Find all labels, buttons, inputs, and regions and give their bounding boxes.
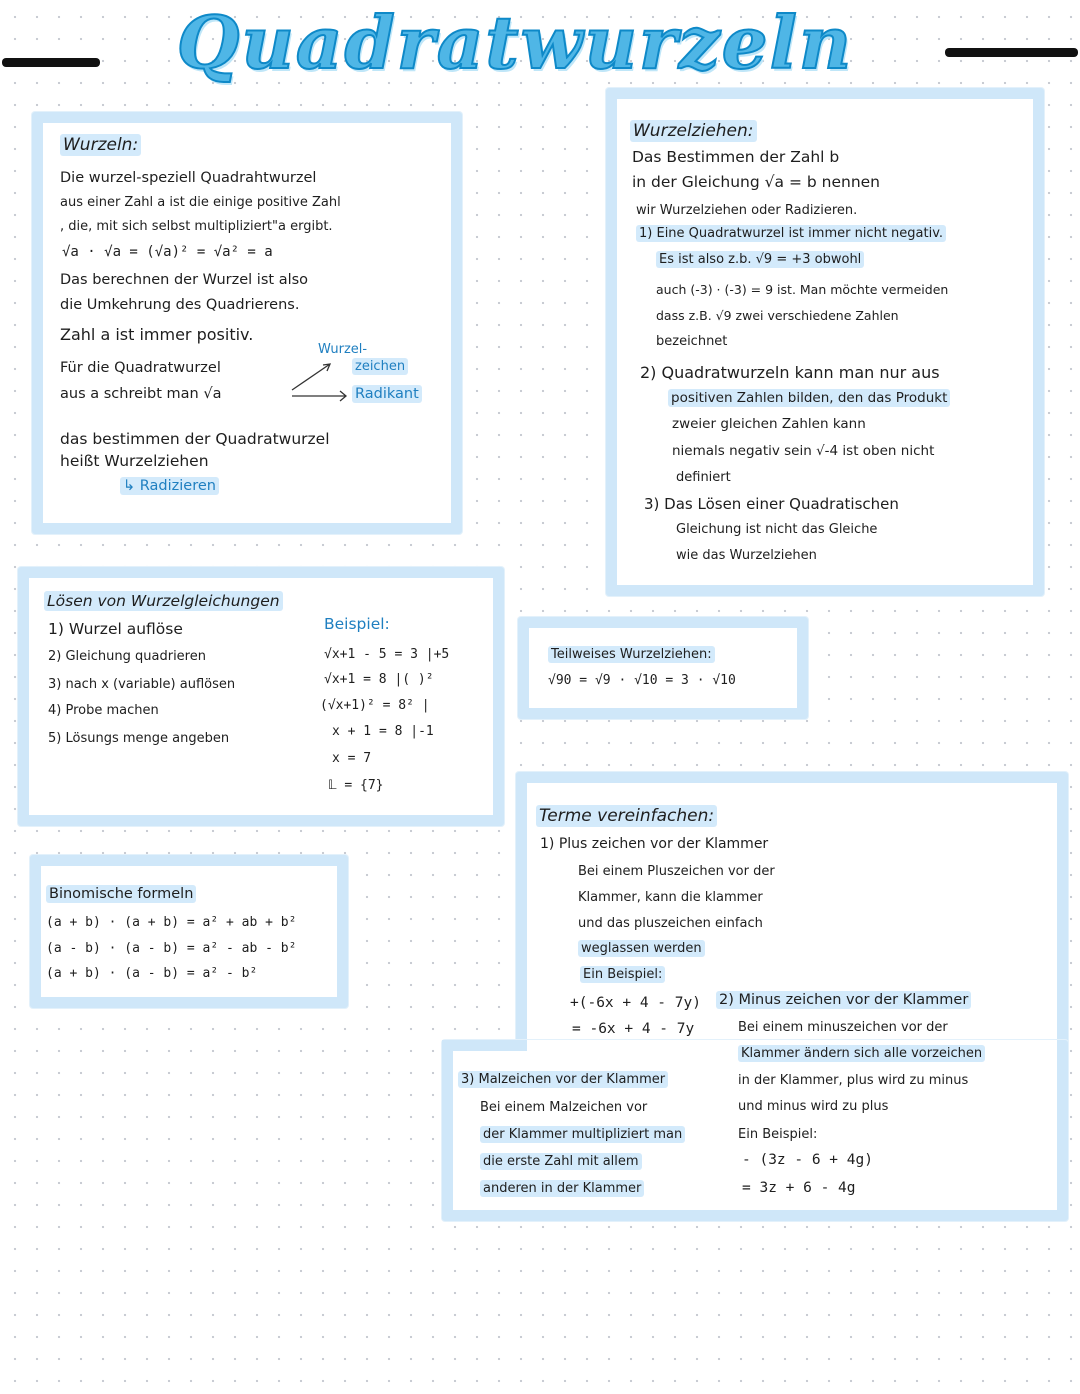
wurzelzeichen-label-2: zeichen (352, 359, 408, 374)
terme-t1-line-4: weglassen werden (578, 941, 705, 956)
wurzeln-formula: √a · √a = (√a)² = √a² = a (62, 244, 273, 260)
wurzeln-line-2: aus einer Zahl a ist die einige positive Zahl (60, 195, 341, 210)
loesen-step-4: 4) Probe machen (48, 703, 159, 718)
terme-t3-line-4: anderen in der Klammer (480, 1181, 644, 1196)
wurzeln-line-3: , die, mit sich selbst multipliziert"a ergibt. (60, 219, 333, 234)
wurzeln-line-7: Für die Quadratwurzel (60, 360, 221, 376)
wurzelziehen-p3-line-3: wie das Wurzelziehen (676, 548, 817, 563)
terme-t3-line-2: der Klammer multipliziert man (480, 1127, 685, 1142)
terme-t2-example-2: = 3z + 6 - 4g (742, 1180, 856, 1196)
loesen-step-1: 1) Wurzel auflöse (48, 620, 183, 638)
wurzelziehen-line-3: wir Wurzelziehen oder Radizieren. (636, 203, 858, 218)
binomisch-formula-1: (a + b) · (a + b) = a² + ab + b² (46, 915, 297, 930)
wurzelziehen-p1-line-5: bezeichnet (656, 334, 728, 349)
terme-t1-line-2: Klammer, kann die klammer (578, 890, 763, 905)
wurzeln-heading: Wurzeln: (60, 135, 141, 155)
card-teilweises (518, 617, 808, 719)
wurzelziehen-line-2: in der Gleichung √a = b nennen (632, 173, 880, 191)
wurzeln-line-1: Die wurzel-speziell Quadrahtwurzel (60, 170, 317, 186)
wurzelziehen-p2-line-2: positiven Zahlen bilden, den das Produkt (668, 390, 950, 406)
wurzelziehen-p3-line-1: 3) Das Lösen einer Quadratischen (644, 495, 899, 513)
beispiel-label: Beispiel: (324, 615, 390, 633)
wurzelziehen-p2-line-3: zweier gleichen Zahlen kann (672, 416, 866, 432)
terme-t1-beispiel: Ein Beispiel: (580, 967, 665, 982)
terme-t3-line-1: Bei einem Malzeichen vor (480, 1100, 648, 1115)
title-underline-left (2, 58, 100, 67)
loesen-step-2: 2) Gleichung quadrieren (48, 649, 206, 664)
wurzelziehen-p1-line-3: auch (-3) · (-3) = 9 ist. Man möchte vermeiden (656, 282, 949, 297)
terme-heading: Terme vereinfachen: (536, 806, 717, 826)
wurzelzeichen-label-1: Wurzel- (318, 342, 368, 357)
terme-card-corner-fill (442, 1040, 527, 1051)
wurzeln-line-8: aus a schreibt man √a (60, 386, 222, 402)
terme-t1-example-1: +(-6x + 4 - 7y) (570, 995, 701, 1011)
wurzeln-line-6: Zahl a ist immer positiv. (60, 325, 254, 344)
wurzelziehen-line-1: Das Bestimmen der Zahl b (632, 148, 840, 166)
wurzelziehen-p2-line-1: 2) Quadratwurzeln kann man nur aus (640, 363, 940, 382)
wurzeln-line-9: das bestimmen der Quadratwurzel (60, 430, 330, 448)
page-title: Quadratwurzeln (176, 0, 854, 85)
wurzelziehen-p1-line-2: Es ist also z.b. √9 = +3 obwohl (656, 252, 864, 267)
beispiel-eq-2: √x+1 = 8 |( )² (324, 672, 434, 687)
teilweises-formula: √90 = √9 · √10 = 3 · √10 (548, 673, 736, 688)
arrow-to-radikant (290, 386, 350, 406)
terme-t1-example-2: = -6x + 4 - 7y (572, 1021, 695, 1037)
wurzeln-line-10: heißt Wurzelziehen (60, 452, 209, 470)
terme-t2-line-3: in der Klammer, plus wird zu minus (738, 1073, 969, 1088)
terme-t1-title: 1) Plus zeichen vor der Klammer (540, 836, 769, 852)
loesen-step-5: 5) Lösungs menge angeben (48, 731, 230, 746)
binomisch-formula-3: (a + b) · (a - b) = a² - b² (46, 966, 258, 981)
terme-t1-line-1: Bei einem Pluszeichen vor der (578, 864, 775, 879)
terme-t2-title: 2) Minus zeichen vor der Klammer (716, 992, 971, 1008)
terme-t2-line-1: Bei einem minuszeichen vor der (738, 1020, 948, 1035)
terme-t2-example-1: - (3z - 6 + 4g) (742, 1152, 873, 1168)
terme-t2-line-4: und minus wird zu plus (738, 1099, 889, 1114)
radizieren-label: ↳ Radizieren (120, 478, 219, 494)
loesen-step-3: 3) nach x (variable) auflösen (48, 677, 236, 692)
wurzelziehen-p1-line-4: dass z.B. √9 zwei verschiedene Zahlen (656, 308, 899, 323)
radikant-label: Radikant (352, 386, 422, 402)
wurzelziehen-p3-line-2: Gleichung ist nicht das Gleiche (676, 522, 878, 537)
wurzeln-line-4: Das berechnen der Wurzel ist also (60, 272, 309, 288)
loesen-heading: Lösen von Wurzelgleichungen (44, 592, 283, 610)
wurzeln-line-5: die Umkehrung des Quadrierens. (60, 297, 300, 313)
binomisch-heading: Binomische formeln (46, 886, 196, 902)
terme-t3-line-3: die erste Zahl mit allem (480, 1154, 642, 1169)
wurzelziehen-p2-line-4: niemals negativ sein √-4 ist oben nicht (672, 443, 935, 459)
terme-t2-line-2: Klammer ändern sich alle vorzeichen (738, 1046, 985, 1061)
terme-t2-beispiel: Ein Beispiel: (738, 1127, 818, 1142)
teilweises-heading: Teilweises Wurzelziehen: (548, 647, 715, 662)
beispiel-solution-set: 𝕃 = {7} (328, 778, 384, 793)
terme-t1-line-3: und das pluszeichen einfach (578, 916, 763, 931)
beispiel-eq-5: x = 7 (332, 751, 372, 766)
title-underline-right (945, 48, 1078, 57)
beispiel-eq-4: x + 1 = 8 |-1 (332, 724, 434, 739)
beispiel-eq-3: (√x+1)² = 8² | (320, 698, 430, 713)
wurzelziehen-heading: Wurzelziehen: (630, 121, 757, 141)
binomisch-formula-2: (a - b) · (a - b) = a² - ab - b² (46, 941, 297, 956)
terme-t3-title: 3) Malzeichen vor der Klammer (458, 1072, 668, 1087)
wurzelziehen-p2-line-5: definiert (676, 470, 731, 485)
beispiel-eq-1: √x+1 - 5 = 3 |+5 (324, 647, 450, 662)
wurzelziehen-p1-line-1: 1) Eine Quadratwurzel ist immer nicht negativ. (636, 226, 946, 241)
card-binomisch (30, 855, 348, 1008)
